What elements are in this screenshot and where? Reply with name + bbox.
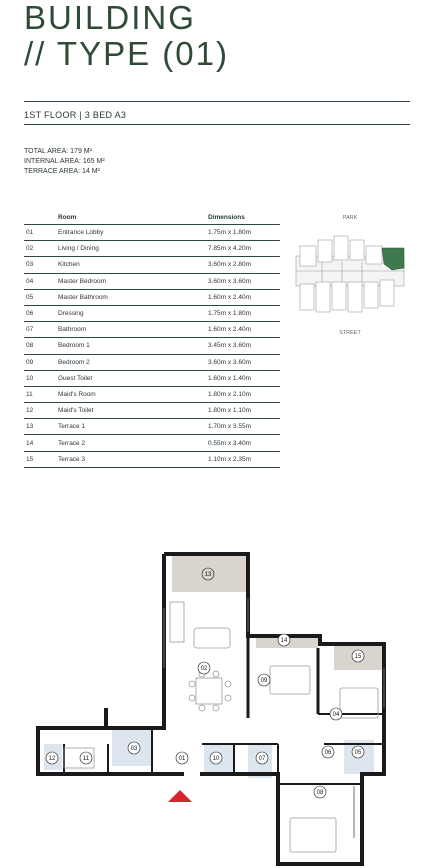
row-room-name: Maid's Toilet	[58, 403, 208, 419]
table-header-row	[24, 211, 280, 225]
title-line-1: BUILDING	[24, 0, 196, 36]
row-room-name: Bathroom	[58, 322, 208, 338]
table-row	[24, 273, 280, 289]
floor-unit-subtitle: 1ST FLOOR | 3 BED A3	[24, 110, 127, 120]
row-room-name: Terrace 3	[58, 451, 208, 467]
row-room-name: Terrace 1	[58, 419, 208, 435]
label-13: 13	[204, 572, 212, 578]
row-dimensions: 1.60m x 2.40m	[208, 322, 280, 338]
row-number: 05	[24, 289, 58, 305]
label-02: 02	[200, 666, 208, 672]
room-schedule-table	[24, 211, 280, 468]
label-14: 14	[280, 638, 288, 644]
row-number: 15	[24, 451, 58, 467]
row-number: 09	[24, 354, 58, 370]
building-title	[24, 0, 229, 72]
row-number: 03	[24, 257, 58, 273]
table-row	[24, 370, 280, 386]
table-row	[24, 419, 280, 435]
table-row	[24, 403, 280, 419]
row-room-name: Bedroom 1	[58, 338, 208, 354]
row-dimensions: 0.55m x 3.40m	[208, 435, 280, 451]
label-06: 06	[324, 750, 332, 756]
header-room: Room	[58, 211, 208, 225]
header-dimensions: Dimensions	[208, 211, 280, 225]
row-room-name: Guest Toilet	[58, 370, 208, 386]
row-number: 04	[24, 273, 58, 289]
row-dimensions: 1.10m x 2.35m	[208, 451, 280, 467]
table-row	[24, 289, 280, 305]
table-row	[24, 451, 280, 467]
floor-plan-walls	[38, 554, 384, 864]
row-dimensions: 7.85m x 4.20m	[208, 241, 280, 257]
key-plan	[292, 210, 410, 340]
table-row	[24, 225, 280, 241]
row-dimensions: 1.75m x 1.80m	[208, 225, 280, 241]
row-number: 10	[24, 370, 58, 386]
area-summary	[24, 147, 105, 177]
label-01: 01	[178, 756, 186, 762]
row-dimensions: 1.75m x 1.80m	[208, 305, 280, 321]
row-room-name: Terrace 2	[58, 435, 208, 451]
row-number: 11	[24, 386, 58, 402]
divider-bottom	[24, 124, 410, 125]
entrance-arrow-icon	[168, 790, 192, 802]
table-row	[24, 338, 280, 354]
label-05: 05	[354, 750, 362, 756]
internal-area: INTERNAL AREA: 165 M²	[24, 158, 105, 165]
header-no	[24, 211, 58, 225]
keyplan-building-footprint	[296, 236, 404, 312]
table-row	[24, 322, 280, 338]
row-dimensions: 3.60m x 3.60m	[208, 273, 280, 289]
row-dimensions: 3.45m x 3.60m	[208, 338, 280, 354]
terrace-area: TERRACE AREA: 14 M²	[24, 168, 100, 175]
floor-plan	[24, 548, 422, 866]
row-room-name: Entrance Lobby	[58, 225, 208, 241]
row-dimensions: 1.60m x 1.40m	[208, 370, 280, 386]
row-dimensions: 1.80m x 1.10m	[208, 403, 280, 419]
row-room-name: Living / Dining	[58, 241, 208, 257]
row-room-name: Bedroom 2	[58, 354, 208, 370]
row-number: 12	[24, 403, 58, 419]
row-room-name: Dressing	[58, 305, 208, 321]
row-number: 01	[24, 225, 58, 241]
divider-top	[24, 101, 410, 102]
row-dimensions: 3.60m x 3.60m	[208, 354, 280, 370]
label-07: 07	[258, 756, 266, 762]
row-number: 08	[24, 338, 58, 354]
total-area: TOTAL AREA: 179 M²	[24, 148, 92, 155]
row-room-name: Master Bedroom	[58, 273, 208, 289]
row-number: 14	[24, 435, 58, 451]
label-10: 10	[212, 756, 220, 762]
row-number: 13	[24, 419, 58, 435]
keyplan-street-label: STREET	[339, 330, 361, 336]
row-dimensions: 1.60m x 2.40m	[208, 289, 280, 305]
label-15: 15	[354, 654, 362, 660]
row-dimensions: 3.60m x 2.80m	[208, 257, 280, 273]
row-room-name: Maid's Room	[58, 386, 208, 402]
row-dimensions: 1.70m x 3.55m	[208, 419, 280, 435]
label-12: 12	[48, 756, 56, 762]
row-number: 02	[24, 241, 58, 257]
label-04: 04	[332, 712, 340, 718]
row-number: 07	[24, 322, 58, 338]
table-row	[24, 241, 280, 257]
title-line-2: // TYPE (01)	[24, 35, 229, 72]
table-row	[24, 354, 280, 370]
row-dimensions: 1.80m x 2.10m	[208, 386, 280, 402]
label-03: 03	[130, 746, 138, 752]
label-09: 09	[260, 678, 268, 684]
keyplan-park-label: PARK	[342, 215, 358, 221]
row-room-name: Master Bathroom	[58, 289, 208, 305]
table-row	[24, 257, 280, 273]
table-row	[24, 386, 280, 402]
table-row	[24, 305, 280, 321]
table-row	[24, 435, 280, 451]
label-11: 11	[82, 756, 90, 762]
row-room-name: Kitchen	[58, 257, 208, 273]
row-number: 06	[24, 305, 58, 321]
label-08: 08	[316, 790, 324, 796]
